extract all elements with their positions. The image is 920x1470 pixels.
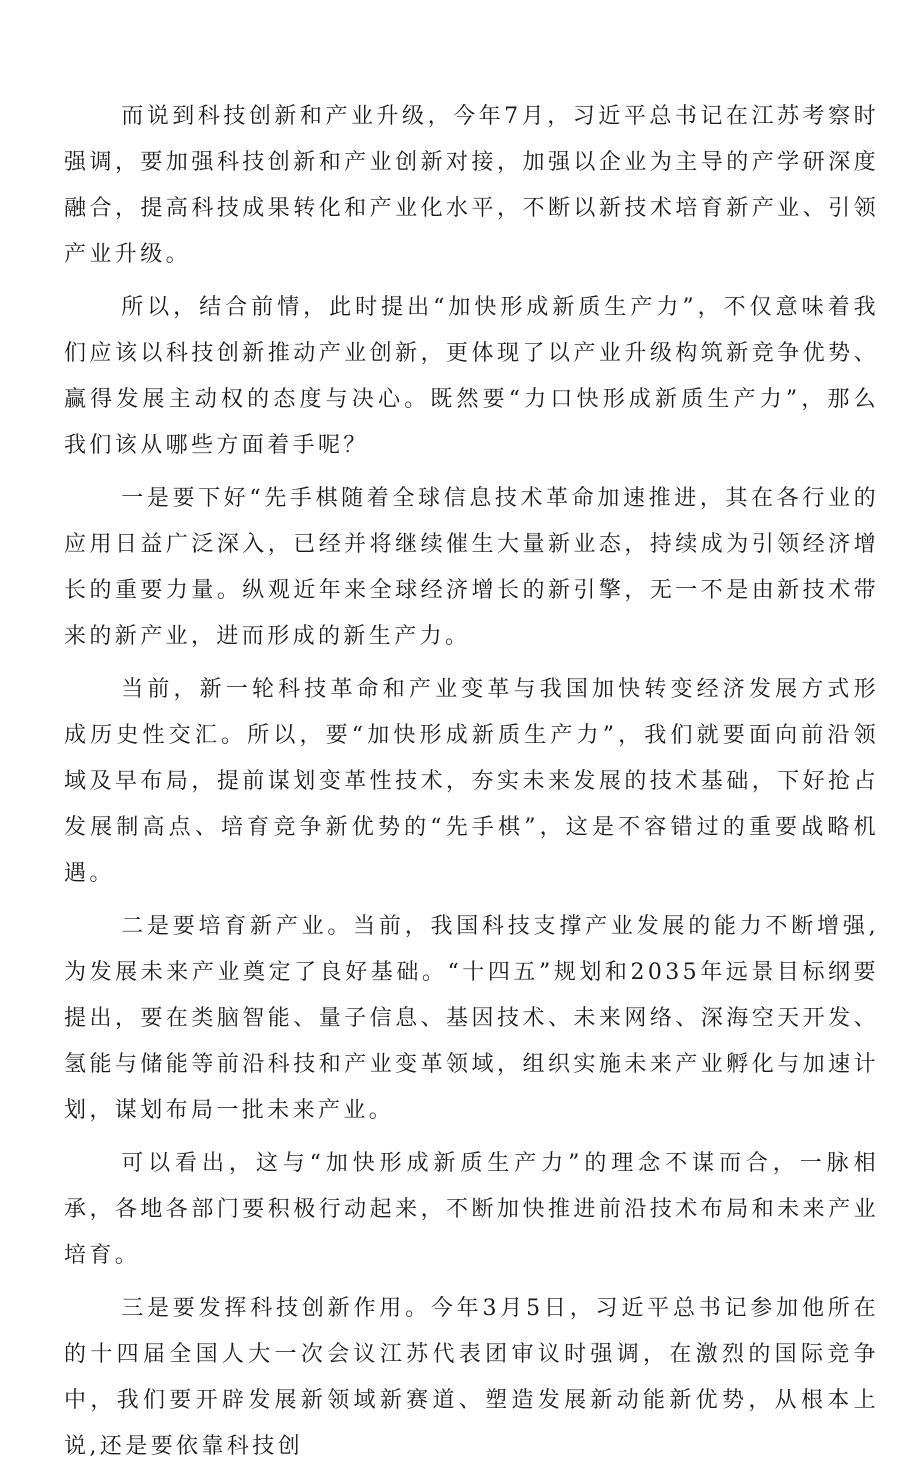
paragraph-6: 可以看出，这与“加快形成新质生产力”的理念不谋而合，一脉相承，各地各部门要积极行动起来，不断加快推进前沿技术布局和未来产业培育。 (64, 1151, 879, 1268)
document-body (64, 94, 879, 1470)
paragraph-2: 所以，结合前情，此时提出“加快形成新质生产力”，不仅意味着我们应该以科技创新推动产业创新，更体现了以产业升级构筑新竞争优势、赢得发展主动权的态度与决心。既然要“力口快形成新质生产力”，那么我们该从哪些方面着手呢？ (64, 295, 879, 458)
paragraph-1: 而说到科技创新和产业升级，今年7月，习近平总书记在江苏考察时强调，要加强科技创新和产业创新对接，加强以企业为主导的产学研深度融合，提高科技成果转化和产业化水平，不断以新技术培育新产业、引领产业升级。 (64, 104, 879, 267)
paragraph-3: 一是要下好“先手棋随着全球信息技术革命加速推进，其在各行业的应用日益广泛深入，已经并将继续催生大量新业态，持续成为引领经济增长的重要力量。纵观近年来全球经济增长的新引擎，无一不是由新技术带来的新产业，进而形成的新生产力。 (64, 486, 879, 649)
paragraph-5: 二是要培育新产业。当前，我国科技支撑产业发展的能力不断增强,为发展未来产业奠定了良好基础。“十四五”规划和2035年远景目标纲要提出，要在类脑智能、量子信息、基因技术、未来网络、深海空天开发、氢能与储能等前沿科技和产业变革领域，组织实施未来产业孵化与加速计划，谋划布局一批未来产业。 (64, 914, 879, 1123)
paragraph-7: 三是要发挥科技创新作用。今年3月5日，习近平总书记参加他所在的十四届全国人大一次会议江苏代表团审议时强调，在激烈的国际竞争中，我们要开辟发展新领域新赛道、塑造发展新动能新优势，从根本上说,还是要依靠科技创 (64, 1296, 879, 1459)
paragraph-4: 当前，新一轮科技革命和产业变革与我国加快转变经济发展方式形成历史性交汇。所以，要“加快形成新质生产力”，我们就要面向前沿领域及早布局，提前谋划变革性技术，夯实未来发展的技术基础，下好抢占发展制高点、培育竞争新优势的“先手棋”，这是不容错过的重要战略机遇。 (64, 677, 879, 886)
